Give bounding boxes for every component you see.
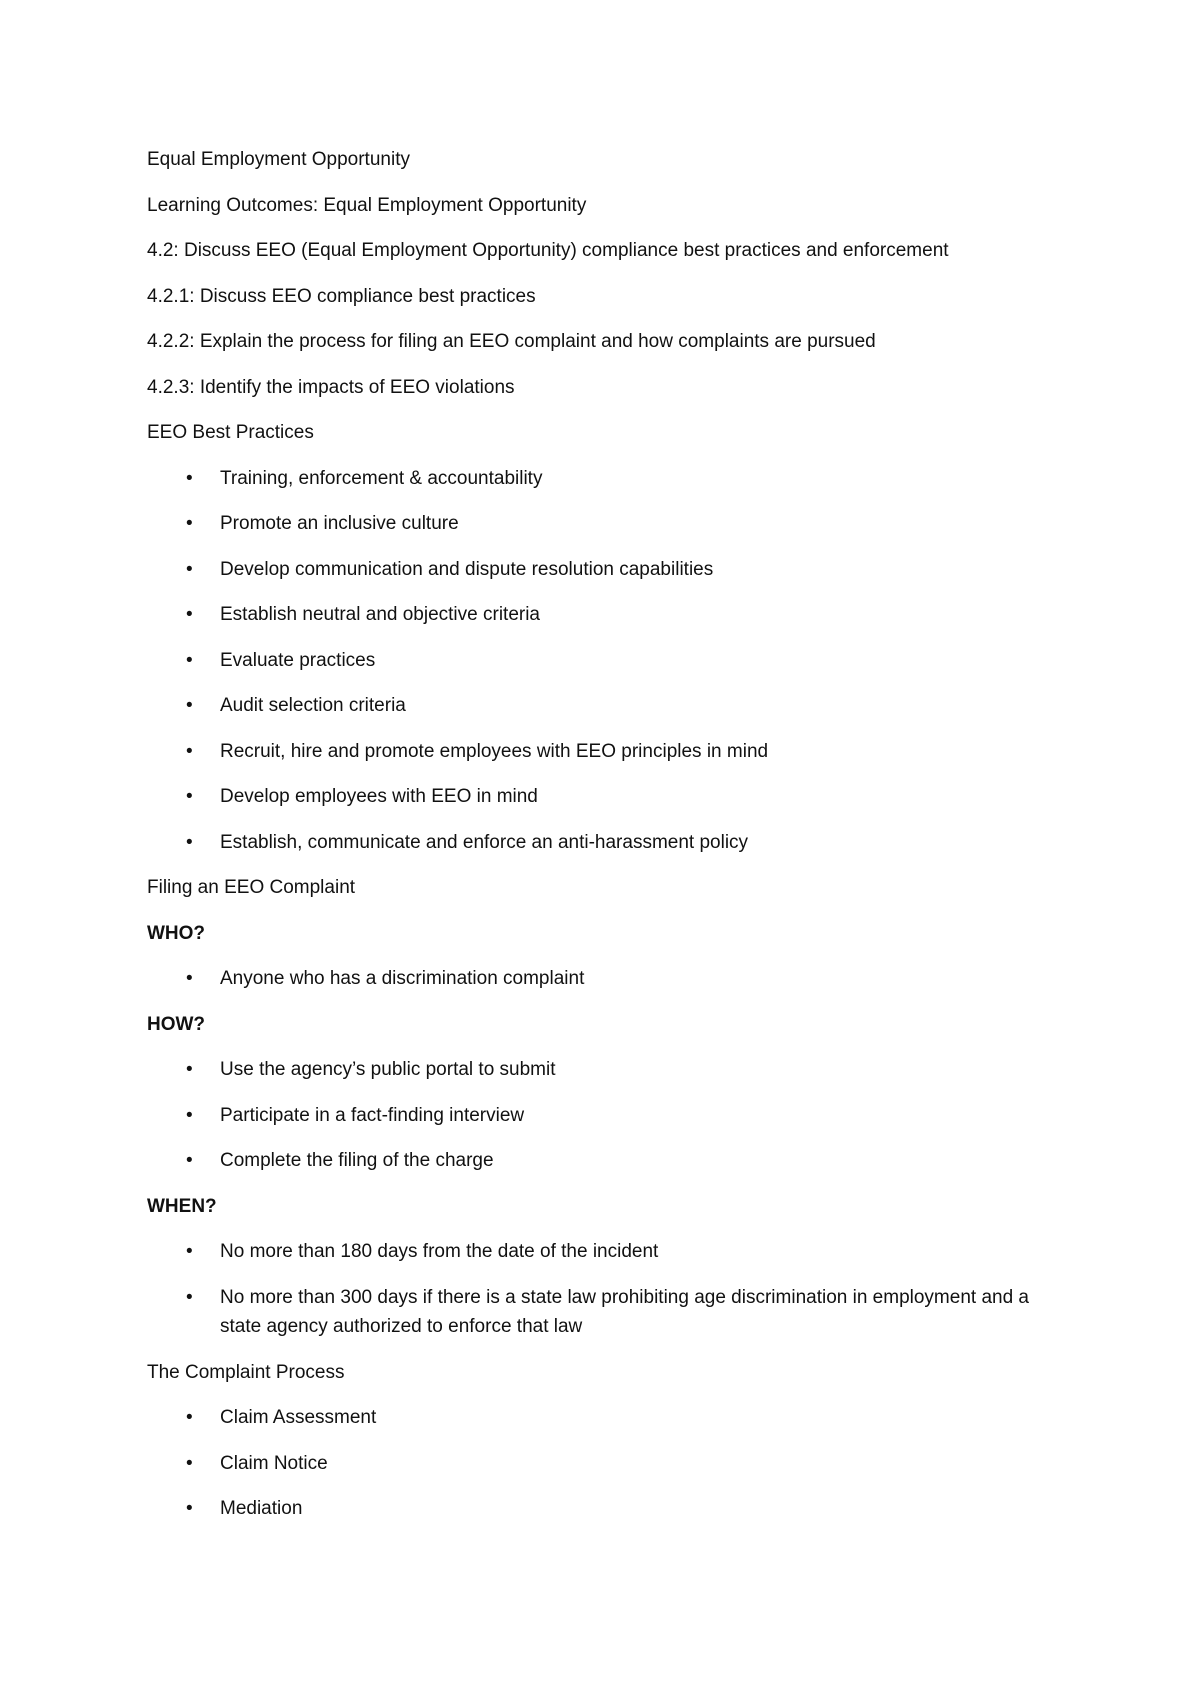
list-item-text: Anyone who has a discrimination complaint — [220, 968, 585, 989]
learning-outcome-item: 4.2.3: Identify the impacts of EEO violations — [147, 377, 515, 398]
bullet-icon: • — [186, 1059, 193, 1080]
bullet-icon: • — [186, 1498, 193, 1519]
list-item-text: Evaluate practices — [220, 650, 376, 671]
bullet-icon: • — [186, 1407, 193, 1428]
learning-outcome-item: 4.2: Discuss EEO (Equal Employment Opportunity) compliance best practices and enforcement — [147, 240, 949, 261]
bullet-icon: • — [186, 695, 193, 716]
list-item-text: No more than 300 days if there is a state law prohibiting age discrimination in employment and a state agency authorized to enforce that law — [220, 1287, 1029, 1337]
list-item-text: Establish neutral and objective criteria — [220, 604, 541, 625]
learning-outcome-item: 4.2.2: Explain the process for filing an EEO complaint and how complaints are pursued — [147, 331, 876, 352]
process-heading: The Complaint Process — [147, 1362, 345, 1383]
document-title: Equal Employment Opportunity — [147, 149, 410, 170]
bullet-icon: • — [186, 650, 193, 671]
list-item-text: Develop communication and dispute resolution capabilities — [220, 559, 714, 580]
list-item-text: No more than 180 days from the date of the incident — [220, 1241, 659, 1262]
list-item-text: Recruit, hire and promote employees with EEO principles in mind — [220, 741, 769, 762]
learning-outcomes-heading: Learning Outcomes: Equal Employment Opportunity — [147, 195, 587, 216]
bullet-icon: • — [186, 1150, 193, 1171]
bullet-icon: • — [186, 1241, 193, 1262]
list-item-text: Promote an inclusive culture — [220, 513, 459, 534]
list-item-text: Audit selection criteria — [220, 695, 406, 716]
list-item-text: Mediation — [220, 1498, 303, 1519]
list-item-text: Training, enforcement & accountability — [220, 468, 543, 489]
bullet-icon: • — [186, 1453, 193, 1474]
list-item-text: Claim Assessment — [220, 1407, 377, 1428]
list-item-text: Claim Notice — [220, 1453, 328, 1474]
how-label: HOW? — [147, 1014, 206, 1035]
bullet-icon: • — [186, 832, 193, 853]
bullet-icon: • — [186, 604, 193, 625]
list-item-text: Develop employees with EEO in mind — [220, 786, 538, 807]
list-item-text: Complete the filing of the charge — [220, 1150, 494, 1171]
when-label: WHEN? — [147, 1196, 217, 1217]
bullet-icon: • — [186, 559, 193, 580]
bullet-icon: • — [186, 741, 193, 762]
bullet-icon: • — [186, 513, 193, 534]
list-item-text: Use the agency’s public portal to submit — [220, 1059, 556, 1080]
who-label: WHO? — [147, 923, 206, 944]
best-practices-heading: EEO Best Practices — [147, 422, 314, 443]
list-item-text: Establish, communicate and enforce an anti-harassment policy — [220, 832, 749, 853]
bullet-icon: • — [186, 1105, 193, 1126]
bullet-icon: • — [186, 468, 193, 489]
list-item-text: Participate in a fact-finding interview — [220, 1105, 525, 1126]
learning-outcome-item: 4.2.1: Discuss EEO compliance best practices — [147, 286, 536, 307]
bullet-icon: • — [186, 968, 193, 989]
filing-heading: Filing an EEO Complaint — [147, 877, 356, 898]
bullet-icon: • — [186, 786, 193, 807]
bullet-icon: • — [186, 1287, 193, 1308]
